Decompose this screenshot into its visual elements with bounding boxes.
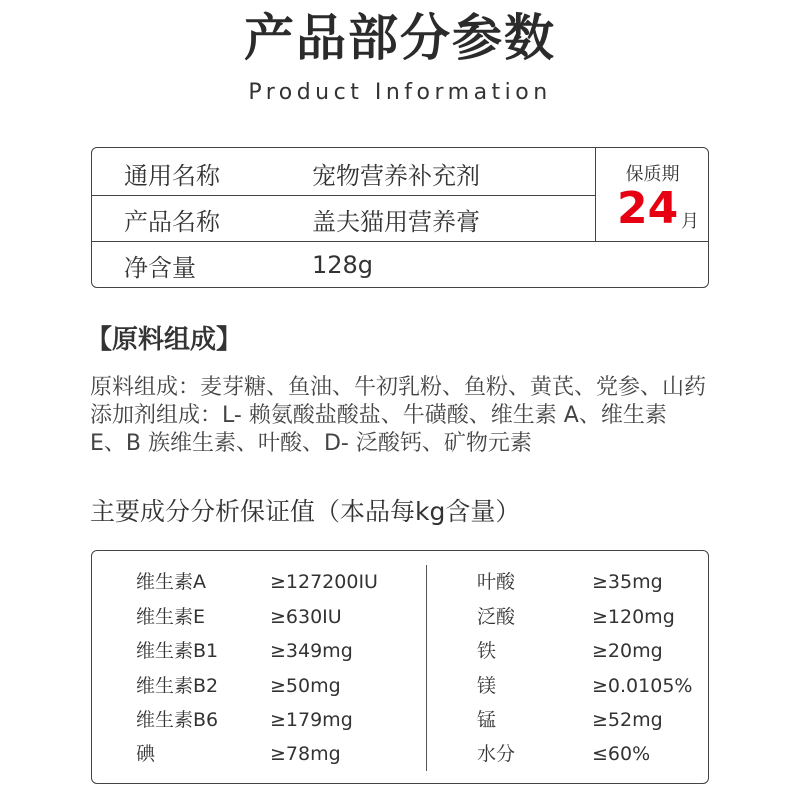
ingredients-line: 原料组成：麦芽糖、鱼油、牛初乳粉、鱼粉、黄芪、党参、山药 — [90, 375, 707, 400]
nutrient-name: 叶酸 — [477, 571, 516, 593]
info-value: 盖夫猫用营养膏 — [312, 207, 480, 236]
nutrient-name: 维生素B1 — [136, 640, 219, 662]
nutrient-name: 维生素A — [136, 571, 206, 593]
ingredients-heading: 【原料组成】 — [86, 325, 243, 355]
nutrient-value: ≥179mg — [270, 709, 353, 731]
ingredients-text — [90, 374, 730, 458]
shelf-life-value: 24 — [617, 183, 679, 234]
nutrient-name: 铁 — [477, 640, 497, 662]
nutrient-value: ≥20mg — [592, 640, 663, 662]
page-title: 产品部分参数 — [244, 9, 556, 67]
info-value: 128g — [312, 251, 374, 279]
nutrient-value: ≥0.0105% — [592, 675, 693, 697]
product-info-box — [91, 147, 709, 288]
nutrient-name: 锰 — [477, 709, 497, 731]
page-subtitle: Product Information — [248, 80, 552, 105]
shelf-life-unit: 月 — [681, 211, 699, 232]
ingredients-line: 添加剂组成：L- 赖氨酸盐酸盐、牛磺酸、维生素 A、维生素 — [90, 403, 667, 428]
nutrient-name: 泛酸 — [477, 606, 516, 628]
nutrient-value: ≥630IU — [270, 606, 342, 628]
ingredients-line: E、B 族维生素、叶酸、D- 泛酸钙、矿物元素 — [90, 431, 532, 456]
info-row-product-name — [92, 196, 595, 242]
info-row-net-content — [92, 242, 708, 288]
nutrient-value: ≥35mg — [592, 571, 663, 593]
nutrient-name: 维生素B6 — [136, 709, 219, 731]
nutrient-name: 维生素B2 — [136, 675, 219, 697]
nutrient-value: ≤60% — [592, 743, 651, 765]
nutrient-name: 维生素E — [136, 606, 206, 628]
analysis-table — [91, 550, 709, 784]
nutrient-value: ≥78mg — [270, 743, 341, 765]
divider — [595, 148, 596, 241]
nutrient-name: 碘 — [136, 743, 156, 765]
nutrient-value: ≥120mg — [592, 606, 675, 628]
info-label: 净含量 — [124, 253, 196, 282]
column-divider — [426, 565, 427, 771]
analysis-heading: 主要成分分析保证值（本品每kg含量） — [90, 497, 521, 526]
nutrient-name: 镁 — [477, 675, 497, 697]
nutrient-name: 水分 — [477, 743, 516, 765]
info-label: 产品名称 — [124, 207, 220, 236]
shelf-life-label: 保质期 — [625, 164, 680, 185]
nutrient-value: ≥127200IU — [270, 571, 378, 593]
nutrient-value: ≥349mg — [270, 640, 353, 662]
nutrient-value: ≥52mg — [592, 709, 663, 731]
nutrient-value: ≥50mg — [270, 675, 341, 697]
info-label: 通用名称 — [124, 161, 220, 190]
info-row-generic-name — [92, 150, 595, 196]
info-value: 宠物营养补充剂 — [312, 161, 480, 190]
shelf-life-cell — [597, 148, 708, 241]
